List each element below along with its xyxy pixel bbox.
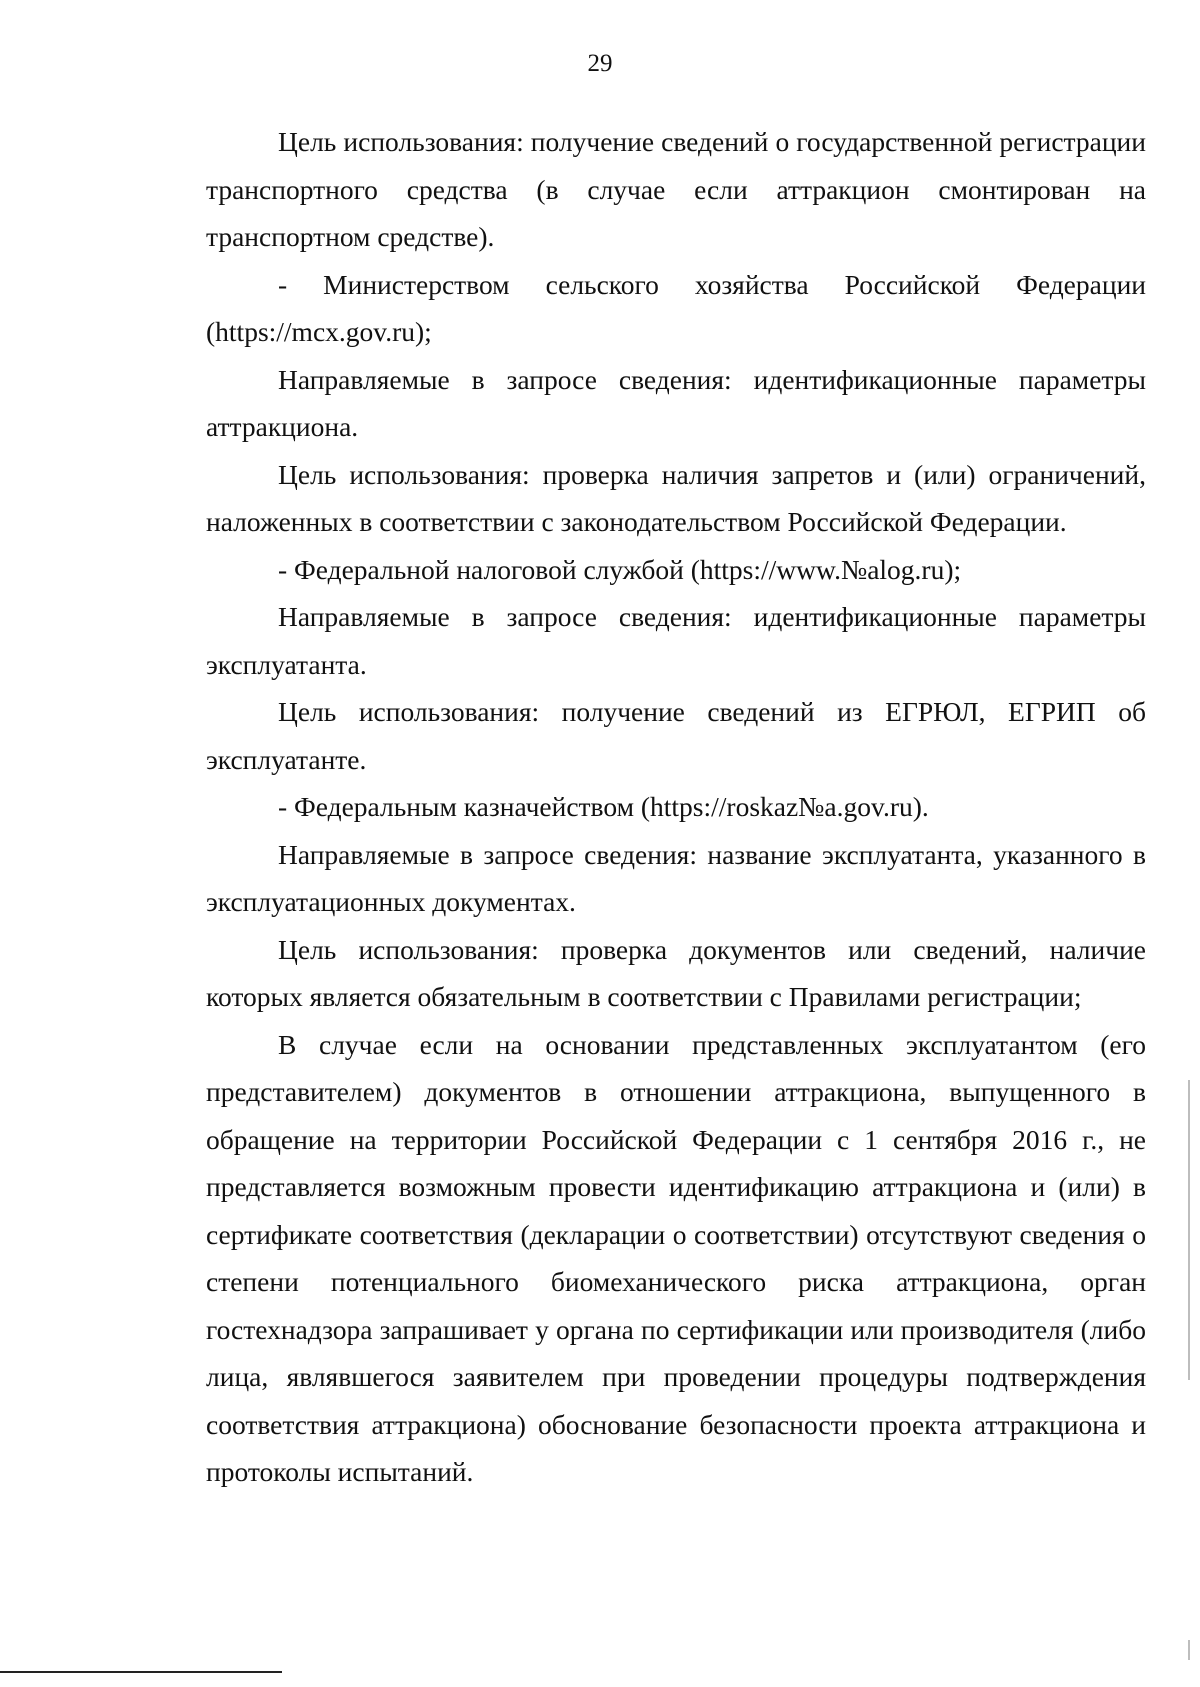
paragraph-request-operator-name: Направляемые в запросе сведения: название эксплуатанта, указанного в эксплуатационных документах. <box>206 838 1146 917</box>
page-number: 29 <box>587 50 613 77</box>
paragraph-identification-case: В случае если на основании представленных эксплуатантом (его представителем) документов в отношении аттракциона, выпущенного в обращение на территории Российской Федерации с 1 сентября 2016 г., не представляется возможным провести идентификацию аттракциона и (или) в сертификате соответствия (декларации о соответствии) отсутствуют сведения о степени потенциального биомеханического риска аттракциона, орган гостехнадзора запрашивает у органа по сертификации или производителя (либо лица, являвшегося заявителем при проведении процедуры подтверждения соответствия аттракциона) обоснование безопасности проекта аттракциона и протоколы испытаний. <box>206 1028 1146 1487</box>
paragraph-purpose-restrictions: Цель использования: проверка наличия запретов и (или) ограничений, наложенных в соответствии с законодательством Российской Федерации. <box>206 458 1146 537</box>
paragraph-request-attraction-params: Направляемые в запросе сведения: идентификационные параметры аттракциона. <box>206 363 1146 442</box>
paragraph-tax-service: - Федеральной налоговой службой (https://www.№alog.ru); <box>278 553 962 585</box>
footnote-separator-line <box>0 1671 282 1673</box>
scan-edge-mark <box>1188 1640 1190 1660</box>
paragraph-request-operator-params: Направляемые в запросе сведения: идентификационные параметры эксплуатанта. <box>206 601 1146 680</box>
paragraph-treasury: - Федеральным казначейством (https://roskaz№a.gov.ru). <box>278 791 929 822</box>
paragraph-purpose-registration: Цель использования: получение сведений о государственной регистрации транспортного средства (в случае если аттракцион смонтирован на транспортном средстве). <box>206 126 1146 252</box>
paragraph-ministry-agriculture: - Министерством сельского хозяйства Российской Федерации (https://mcx.gov.ru); <box>206 268 1146 347</box>
paragraph-purpose-egrul: Цель использования: получение сведений из ЕГРЮЛ, ЕГРИП об эксплуатанте. <box>206 696 1146 775</box>
scan-edge-mark <box>1188 1080 1190 1380</box>
document-body <box>206 118 1146 1496</box>
paragraph-purpose-documents-check: Цель использования: проверка документов или сведений, наличие которых является обязательным в соответствии с Правилами регистрации; <box>206 933 1146 1012</box>
